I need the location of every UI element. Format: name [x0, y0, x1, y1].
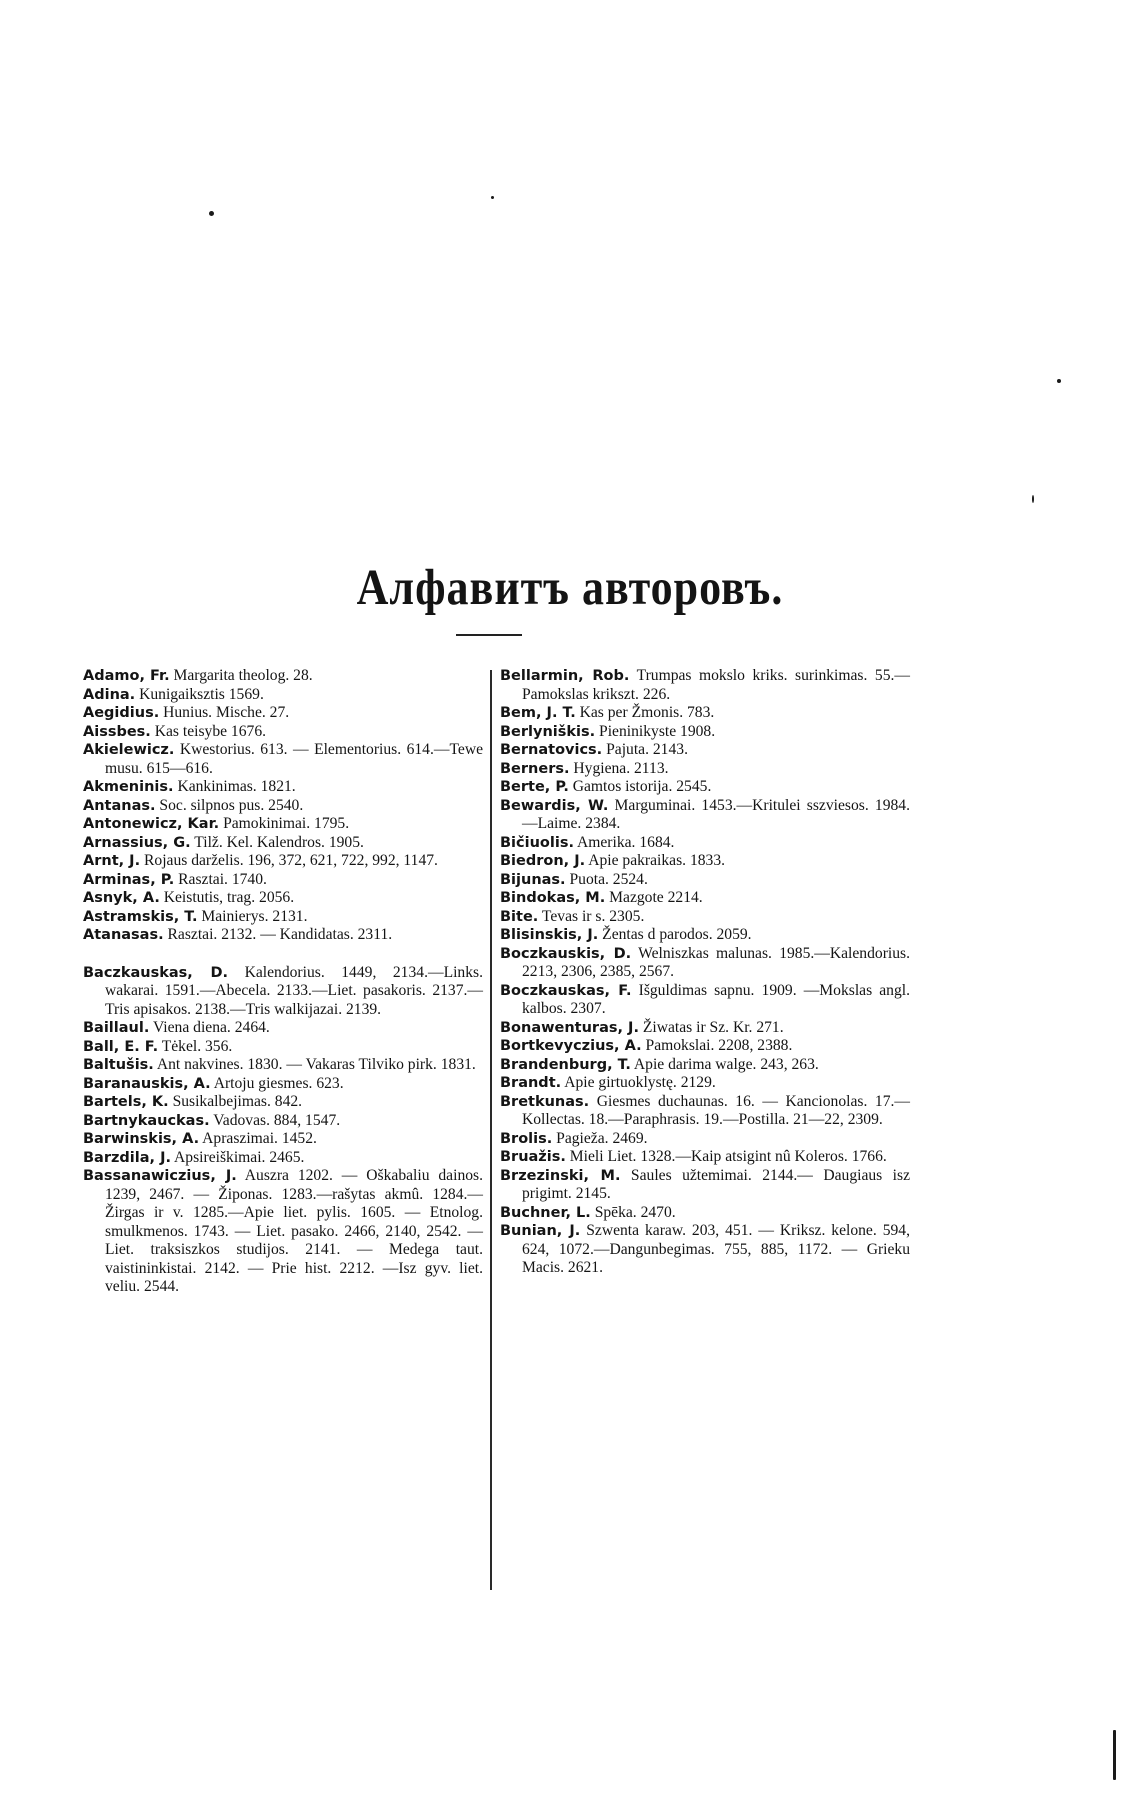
- author-works: Viena diena. 2464.: [152, 1019, 270, 1036]
- author-works: Hygiena. 2113.: [573, 759, 669, 777]
- author-works: Susikalbejimas. 842.: [172, 1093, 303, 1110]
- author-entry: [500, 982, 910, 1019]
- author-entry: [83, 1112, 483, 1131]
- author-entry: [500, 723, 910, 742]
- author-entry: [83, 1075, 483, 1094]
- author-works: Tevas ir s. 2305.: [541, 907, 645, 925]
- author-works: Keistutis, trag. 2056.: [163, 889, 295, 906]
- author-name: Asnyk, A.: [83, 890, 160, 906]
- author-name: Ball, E. F.: [83, 1038, 159, 1055]
- author-entry: [500, 1074, 910, 1093]
- author-entry: [83, 834, 483, 853]
- author-works: Apie pakraikas. 1833.: [588, 852, 726, 869]
- author-entry: [500, 908, 910, 927]
- author-works: Gamtos istorija. 2545.: [572, 778, 712, 795]
- author-entry: [500, 741, 910, 760]
- author-works: Soc. silpnos pus. 2540.: [159, 796, 304, 814]
- author-name: Bindokas, M.: [500, 890, 606, 906]
- author-name: Astramskis, T.: [83, 908, 198, 925]
- author-entry: [500, 1148, 910, 1167]
- author-name: Bunian, J.: [500, 1223, 581, 1239]
- author-name: Baczkauskas, D.: [83, 964, 229, 981]
- author-name: Bretkunas.: [500, 1093, 590, 1110]
- author-works: Artoju giesmes. 623.: [213, 1074, 344, 1092]
- author-entry: [83, 1149, 483, 1168]
- author-name: Atanasas.: [83, 927, 164, 943]
- author-name: Brzezinski, M.: [500, 1167, 621, 1184]
- author-name: Boczkauskas, F.: [500, 982, 632, 999]
- author-name: Berlyniškis.: [500, 723, 596, 740]
- author-works: Saules užtemimai. 2144.— Daugiaus isz prigimt. 2145.: [522, 1166, 910, 1202]
- author-name: Brolis.: [500, 1130, 553, 1147]
- author-name: Barwinskis, A.: [83, 1131, 200, 1147]
- column-divider: [490, 670, 492, 1590]
- author-entry: [500, 778, 910, 797]
- author-entry: [83, 908, 483, 927]
- author-works: Išguldimas sapnu. 1909. —Mokslas angl. kalbos. 2307.: [522, 981, 910, 1017]
- author-name: Baltušis.: [83, 1057, 154, 1073]
- author-works: Kwestorius. 613. — Elementorius. 614.—Tewe musu. 615—616.: [105, 741, 483, 777]
- author-name: Bite.: [500, 908, 539, 925]
- author-works: Hunius. Mische. 27.: [163, 704, 290, 721]
- author-works: Apsireiškimai. 2465.: [174, 1148, 305, 1166]
- author-works: Rasztai. 2132. — Kandidatas. 2311.: [167, 926, 393, 943]
- author-works: Rojaus darželis. 196, 372, 621, 722, 992, 1147.: [144, 852, 438, 869]
- print-speck: [1113, 1730, 1116, 1780]
- author-entry: [83, 815, 483, 834]
- author-name: Bem, J. T.: [500, 705, 576, 721]
- author-entry: [83, 686, 483, 705]
- print-speck: [491, 196, 494, 199]
- author-name: Bijunas.: [500, 871, 566, 888]
- author-entry: [500, 834, 910, 853]
- author-entry: [83, 871, 483, 890]
- page-title: Алфавитъ авторовъ.: [356, 559, 784, 616]
- author-works: Welniszkas malunas. 1985.—Kalendorius. 2213, 2306, 2385, 2567.: [522, 944, 910, 980]
- author-entry: [500, 704, 910, 723]
- print-speck: [209, 211, 214, 216]
- author-entry: [83, 1093, 483, 1112]
- author-entry: [83, 1038, 483, 1057]
- author-entry: [83, 926, 483, 945]
- author-works: Spēka. 2470.: [594, 1203, 676, 1221]
- author-entry: [500, 1093, 910, 1130]
- author-works: Kalendorius. 1449, 2134.—Links. wakarai. 1591.—Abecela. 2133.—Liet. pasakoris. 2137.—Tris apisakos. 2138.—Tris walkijazai. 2139.: [105, 963, 483, 1018]
- right-column: [500, 667, 910, 1278]
- author-name: Bičiuolis.: [500, 834, 574, 851]
- author-works: Kunigaiksztis 1569.: [139, 685, 264, 703]
- author-entry: [500, 797, 910, 834]
- author-entry: [500, 760, 910, 779]
- author-name: Berte, P.: [500, 779, 569, 795]
- author-name: Brandenburg, T.: [500, 1056, 631, 1073]
- author-name: Baillaul.: [83, 1020, 150, 1036]
- author-entry: [500, 926, 910, 945]
- author-entry: [83, 723, 483, 742]
- left-column: [83, 667, 483, 1297]
- author-works: Giesmes duchaunas. 16. — Kancionolas. 17.—Kollectas. 18.—Paraphrasis. 19.—Postilla. 21—22, 2309.: [522, 1092, 910, 1128]
- author-works: Pagieža. 2469.: [556, 1129, 648, 1147]
- author-entry: [500, 852, 910, 871]
- author-works: Rasztai. 1740.: [178, 870, 267, 888]
- author-works: Kas per Žmonis. 783.: [579, 704, 715, 721]
- author-name: Bewardis, W.: [500, 797, 609, 814]
- author-works: Pamokslai. 2208, 2388.: [645, 1037, 793, 1054]
- author-works: Tėkel. 356.: [161, 1037, 233, 1055]
- author-name: Arnt, J.: [83, 853, 141, 869]
- author-entry: [83, 1019, 483, 1038]
- author-name: Buchner, L.: [500, 1204, 591, 1221]
- author-works: Szwenta karaw. 203, 451. — Kriksz. kelone. 594, 624, 1072.—Dangunbegimas. 755, 885, 1172. — Grieku Macis. 2621.: [522, 1222, 910, 1276]
- author-entry: [500, 871, 910, 890]
- author-name: Bonawenturas, J.: [500, 1019, 639, 1036]
- author-works: Pieninikyste 1908.: [599, 722, 716, 740]
- author-name: Adina.: [83, 686, 136, 703]
- author-name: Antanas.: [83, 797, 156, 814]
- author-entry: [83, 889, 483, 908]
- author-name: Bartels, K.: [83, 1094, 169, 1110]
- author-works: Mazgote 2214.: [609, 889, 703, 906]
- author-entry: [500, 667, 910, 704]
- author-entry: [83, 852, 483, 871]
- author-works: Žentas d parodos. 2059.: [602, 926, 752, 943]
- author-name: Bartnykauckas.: [83, 1112, 210, 1129]
- author-entry: [83, 778, 483, 797]
- author-entry: [83, 797, 483, 816]
- author-entry: [500, 1019, 910, 1038]
- author-name: Adamo, Fr.: [83, 668, 170, 684]
- author-name: Aegidius.: [83, 705, 160, 721]
- title-rule: [456, 634, 522, 636]
- author-name: Bortkevyczius, A.: [500, 1038, 642, 1054]
- author-name: Barzdila, J.: [83, 1149, 171, 1166]
- print-speck: [1057, 379, 1061, 383]
- author-works: Marguminai. 1453.—Kritulei sszviesos. 1984.—Laime. 2384.: [522, 796, 910, 832]
- author-name: Boczkauskis, D.: [500, 945, 632, 962]
- author-entry: [83, 667, 483, 686]
- author-works: Apie girtuoklystę. 2129.: [564, 1074, 716, 1091]
- author-entry: [500, 1037, 910, 1056]
- author-entry: [500, 1167, 910, 1204]
- author-entry: [83, 1130, 483, 1149]
- author-works: Žiwatas ir Sz. Kr. 271.: [642, 1018, 784, 1036]
- author-works: Kas teisybe 1676.: [154, 722, 267, 740]
- author-works: Auszra 1202. — Oškabaliu dainos. 1239, 2467. — Žiponas. 1283.—rašytas akmû. 1284.—Žirgas ir v. 1285.—Apie liet. pylis. 1605. — Etnolog. smulkmenos. 1743. — Liet. pasako. 2466, 2140, 2542. — Liet. traksiszkos studijos. 2141. — Medega taut. vaistininkistai. 2142. — Prie hist. 2212. —Isz gyv. liet. veliu. 2544.: [105, 1167, 483, 1295]
- author-works: Vadovas. 884, 1547.: [213, 1111, 341, 1129]
- author-entry: [83, 964, 483, 1020]
- author-name: Arnassius, G.: [83, 834, 191, 851]
- author-works: Mainierys. 2131.: [201, 907, 308, 925]
- author-name: Aissbes.: [83, 723, 151, 740]
- author-entry: [500, 1056, 910, 1075]
- author-name: Akmeninis.: [83, 779, 174, 795]
- author-name: Bruažis.: [500, 1149, 566, 1165]
- author-entry: [83, 1056, 483, 1075]
- author-works: Margarita theolog. 28.: [173, 667, 313, 684]
- author-name: Arminas, P.: [83, 871, 175, 888]
- author-name: Bassanawiczius, J.: [83, 1168, 237, 1184]
- author-name: Baranauskis, A.: [83, 1075, 211, 1092]
- author-name: Brandt.: [500, 1075, 562, 1091]
- author-name: Akielewicz.: [83, 742, 175, 758]
- author-entry: [83, 1167, 483, 1297]
- author-entry: [500, 1222, 910, 1278]
- author-entry: [500, 1130, 910, 1149]
- author-works: Kankinimas. 1821.: [177, 778, 296, 795]
- author-entry: [500, 945, 910, 982]
- author-entry: [83, 741, 483, 778]
- author-works: Apraszimai. 1452.: [202, 1130, 317, 1147]
- author-works: Ant nakvines. 1830. — Vakaras Tilviko pirk. 1831.: [156, 1056, 476, 1073]
- author-entry: [500, 889, 910, 908]
- author-name: Antonewicz, Kar.: [83, 816, 220, 832]
- author-works: Amerika. 1684.: [577, 833, 675, 851]
- author-works: Pamokinimai. 1795.: [223, 815, 350, 832]
- author-name: Biedron, J.: [500, 853, 586, 869]
- author-name: Bellarmin, Rob.: [500, 668, 630, 684]
- author-name: Blisinskis, J.: [500, 927, 599, 943]
- author-works: Trumpas mokslo kriks. surinkimas. 55.—Pamokslas krikszt. 226.: [522, 667, 910, 703]
- author-name: Bernatovics.: [500, 742, 603, 758]
- author-works: Tilž. Kel. Kalendros. 1905.: [194, 833, 364, 851]
- author-works: Apie darima walge. 243, 263.: [633, 1055, 819, 1073]
- author-entry: [83, 704, 483, 723]
- author-name: Berners.: [500, 760, 570, 777]
- print-speck: [1032, 495, 1034, 503]
- author-entry: [500, 1204, 910, 1223]
- author-works: Mieli Liet. 1328.—Kaip atsigint nû Koleros. 1766.: [569, 1148, 887, 1165]
- author-works: Pajuta. 2143.: [606, 741, 688, 758]
- author-works: Puota. 2524.: [569, 870, 648, 888]
